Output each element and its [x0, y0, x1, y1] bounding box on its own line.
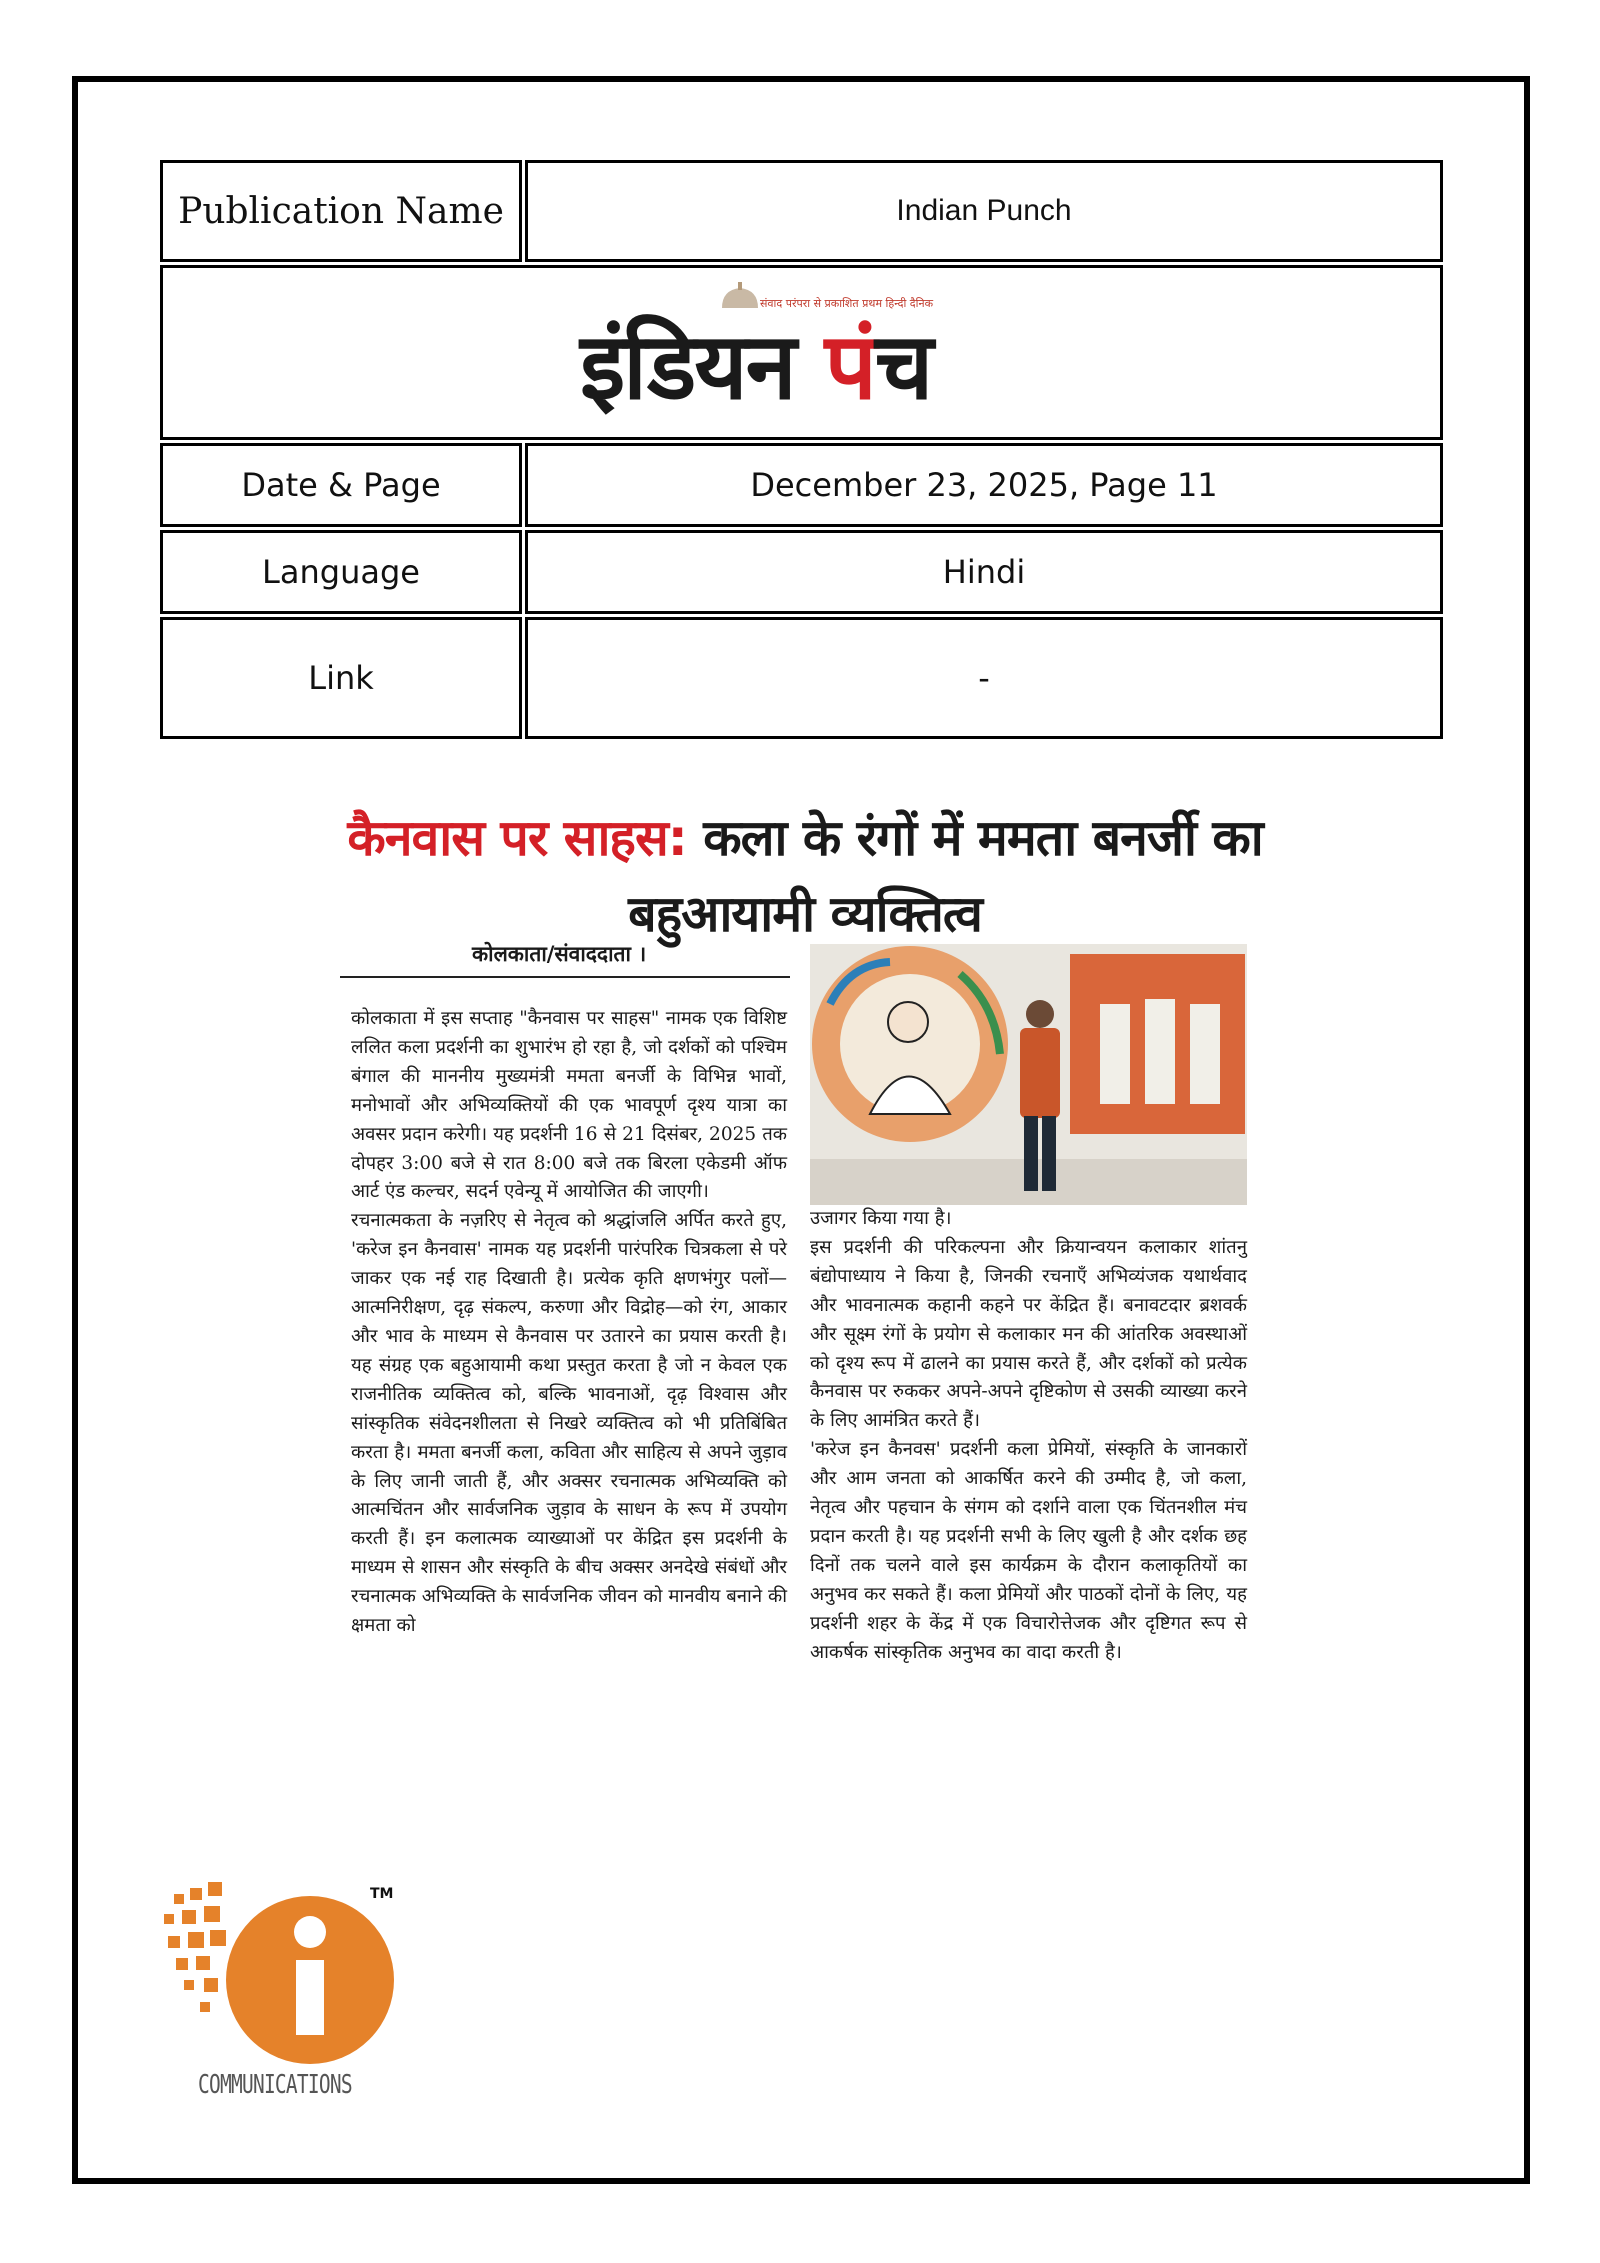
rect-painting-figure-2	[1145, 999, 1175, 1104]
pixel	[174, 1894, 184, 1904]
headline-red: कैनवास पर साहस:	[347, 809, 687, 867]
article-byline: कोलकाता/संवाददाता ।	[472, 942, 647, 966]
pixel	[188, 1932, 204, 1948]
artist-leg-left	[1024, 1116, 1038, 1191]
language-value: Hindi	[525, 530, 1443, 614]
pixel	[200, 2002, 210, 2012]
artist-body	[1020, 1028, 1060, 1118]
date-page-value: December 23, 2025, Page 11	[525, 443, 1443, 527]
painting-face	[888, 1002, 928, 1042]
link-label: Link	[160, 617, 522, 739]
masthead-tagline: संवाद परंपरा से प्रकाशित प्रथम हिन्दी दैनिक	[760, 297, 934, 310]
pixel	[208, 1882, 222, 1896]
article-photo	[810, 944, 1247, 1205]
publication-name-value: Indian Punch	[525, 160, 1443, 262]
logo-dot	[294, 1916, 326, 1948]
pixel	[204, 1978, 218, 1992]
pixel	[210, 1930, 226, 1946]
i-communications-logo	[160, 1880, 400, 2110]
newspaper-photo-icon	[810, 944, 1247, 1205]
masthead-title-black: इंडियन	[580, 313, 825, 420]
article-right-column: उजागर किया गया है। इस प्रदर्शनी की परिकल्पना और क्रियान्वयन कलाकार शांतनु बंद्योपाध्याय ने किया है, जिनकी रचनाएँ अभिव्यंजक यथार्थवाद और भावनात्मक कहानी कहने पर केंद्रित हैं। बनावटदार ब्रशवर्क और सूक्ष्म रंगों के प्रयोग से कलाकार मन की आंतरिक अवस्थाओं को दृश्य रूप में ढालने का प्रयास करते हैं, और दर्शकों को प्रत्येक कैनवास पर रुककर अपने-अपने दृष्टिकोण से उसकी व्याख्या करने के लिए आमंत्रित करते हैं। 'करेज इन कैनवस' प्रदर्शनी कला प्रेमियों, संस्कृति के जानकारों और आम जनता को आकर्षित करने की उम्मीद है, जो कला, नेतृत्व और पहचान के संगम को दर्शाने वाला एक चिंतनशील मंच प्रदान करती है। यह प्रदर्शनी सभी के लिए खुली है और दर्शक छह दिनों तक चलने वाले इस कार्यक्रम के दौरान कलाकृतियों का अनुभव कर सकते हैं। कला प्रेमियों और पाठकों दोनों के लिए, यह प्रदर्शनी शहर के केंद्र में एक विचारोत्तेजक और दृष्टिगत रूप से आकर्षक सांस्कृतिक अनुभव का वादा करती है।	[810, 1208, 1247, 1663]
link-value[interactable]: -	[525, 617, 1443, 739]
pixel	[204, 1906, 220, 1922]
language-label: Language	[160, 530, 522, 614]
logo-trademark: TM	[370, 1886, 394, 1902]
pixel	[184, 1980, 194, 1990]
article-headline	[330, 800, 1280, 952]
headline-black: कला के रंगों में ममता बनर्जी का बहुआयामी व्यक्तित्व	[628, 809, 1263, 943]
pixel	[182, 1910, 196, 1924]
i-communications-mark	[160, 1880, 400, 2070]
byline-rule	[340, 976, 790, 978]
dome-spire	[738, 282, 742, 290]
masthead-title-red: पं	[824, 313, 875, 420]
logo-stem	[296, 1960, 324, 2035]
masthead-title	[580, 300, 932, 420]
rect-painting-figure-1	[1100, 1004, 1130, 1104]
pixel	[168, 1936, 180, 1948]
publication-name-label: Publication Name	[160, 160, 522, 262]
logo-company-name: COMMUNICATIONS	[198, 2070, 352, 2100]
date-page-label: Date & Page	[160, 443, 522, 527]
pixel	[196, 1956, 210, 1970]
rect-painting-figure-3	[1190, 1004, 1220, 1104]
pixel	[176, 1958, 188, 1970]
pixel	[190, 1888, 202, 1900]
artist-leg-right	[1042, 1116, 1056, 1191]
masthead-title-end: च	[874, 313, 932, 420]
artist-head	[1026, 1000, 1054, 1028]
article-left-column: कोलकाता में इस सप्ताह "कैनवास पर साहस" नामक एक विशिष्ट ललित कला प्रदर्शनी का शुभारंभ हो रहा है, जो दर्शकों को पश्चिम बंगाल की माननीय मुख्यमंत्री ममता बनर्जी के विभिन्न भावों, मनोभावों और अभिव्यक्तियों की एक भावपूर्ण दृश्य यात्रा का अवसर प्रदान करेगी। यह प्रदर्शनी 16 से 21 दिसंबर, 2025 तक दोपहर 3:00 बजे से रात 8:00 बजे तक बिरला एकेडमी ऑफ आर्ट एंड कल्चर, सदर्न एवेन्यू में आयोजित की जाएगी। रचनात्मकता के नज़रिए से नेतृत्व को श्रद्धांजलि अर्पित करते हुए, 'करेज इन कैनवास' नामक यह प्रदर्शनी पारंपरिक चित्रकला से परे जाकर एक नई राह दिखाती है। प्रत्येक कृति क्षणभंगुर पलों—आत्मनिरीक्षण, दृढ़ संकल्प, करुणा और विद्रोह—को रंग, आकार और भाव के माध्यम से कैनवास पर उतारने का प्रयास करती है। यह संग्रह एक बहुआयामी कथा प्रस्तुत करता है जो न केवल एक राजनीतिक व्यक्तित्व को, बल्कि भावनाओं, दृढ़ विश्वास और सांस्कृतिक संवेदनशीलता से निखरे व्यक्तित्व को भी प्रतिबिंबित करता है। ममता बनर्जी कला, कविता और साहित्य से अपने जुड़ाव के लिए जानी जाती हैं, और अक्सर रचनात्मक अभिव्यक्ति को आत्मचिंतन और सार्वजनिक जुड़ाव के साधन के रूप में उपयोग करती हैं। इन कलात्मक व्याख्याओं पर केंद्रित इस प्रदर्शनी के माध्यम से शासन और संस्कृति के बीच अक्सर अनदेखे संबंधों और रचनात्मक अभिव्यक्ति के सार्वजनिक जीवन को मानवीय बनाने की क्षमता को	[351, 1008, 787, 1637]
pixel	[164, 1914, 174, 1924]
